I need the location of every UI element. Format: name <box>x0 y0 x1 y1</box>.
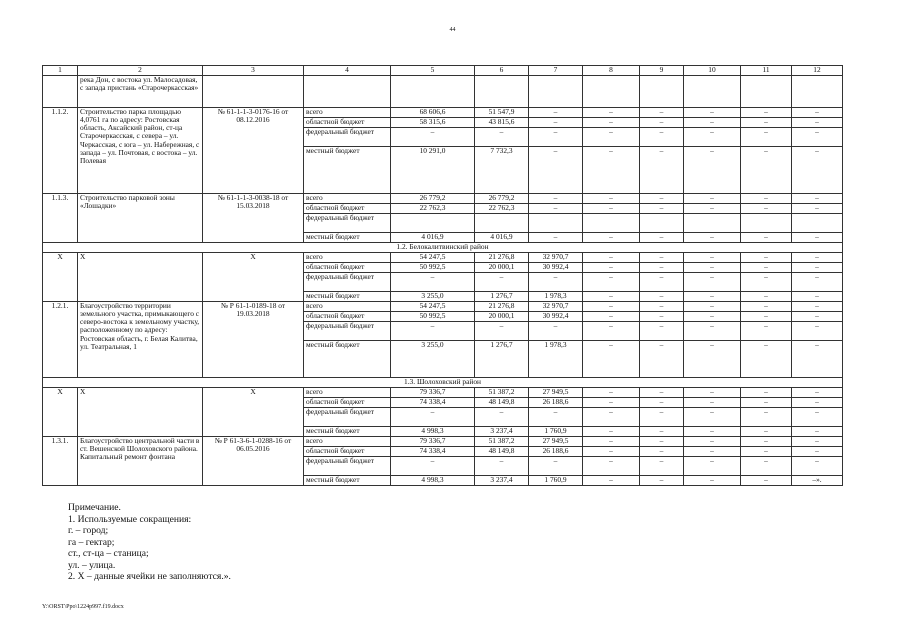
budget-label: местный бюджет <box>304 233 391 243</box>
budget-value: – <box>741 147 792 194</box>
budget-value: – <box>529 273 583 292</box>
budget-value: – <box>475 322 529 341</box>
budget-value: – <box>684 263 741 273</box>
budget-value: 22 762,3 <box>391 204 475 214</box>
empty-cell <box>741 76 792 108</box>
object-name: Х <box>78 253 203 302</box>
budget-value: – <box>475 128 529 147</box>
column-number: 6 <box>475 66 529 76</box>
budget-value: – <box>640 263 684 273</box>
budget-value: – <box>684 447 741 457</box>
budget-value: – <box>741 292 792 302</box>
budget-value: – <box>640 408 684 427</box>
budget-value: – <box>583 253 640 263</box>
budget-value: – <box>792 427 843 437</box>
column-number: 11 <box>741 66 792 76</box>
budget-value: – <box>684 341 741 378</box>
note-line: г. – город; <box>68 525 109 536</box>
column-number: 2 <box>78 66 203 76</box>
budget-value: – <box>792 108 843 118</box>
budget-value: – <box>684 398 741 408</box>
budget-value: – <box>640 322 684 341</box>
budget-value: – <box>792 118 843 128</box>
budget-value <box>475 214 529 233</box>
budget-value <box>529 214 583 233</box>
budget-value: 48 149,8 <box>475 447 529 457</box>
budget-value: 27 949,5 <box>529 437 583 447</box>
budget-value: – <box>583 194 640 204</box>
budget-label: областной бюджет <box>304 398 391 408</box>
object-name: Благоустройство центральной части в ст. Вешенской Шолоховского района. Капитальный ремонт фонтана <box>78 437 203 486</box>
budget-value: – <box>741 476 792 486</box>
item-id: 1.1.2. <box>43 108 78 194</box>
budget-value: – <box>583 427 640 437</box>
budget-value: 3 237,4 <box>475 427 529 437</box>
budget-value: – <box>583 302 640 312</box>
budget-value: – <box>640 253 684 263</box>
budget-value: – <box>741 408 792 427</box>
budget-value: 3 255,0 <box>391 292 475 302</box>
budget-value: – <box>583 118 640 128</box>
budget-value: 20 000,1 <box>475 312 529 322</box>
budget-value: – <box>529 322 583 341</box>
budget-label: федеральный бюджет <box>304 273 391 292</box>
budget-label: областной бюджет <box>304 312 391 322</box>
budget-value: – <box>640 427 684 437</box>
budget-value: 4 016,9 <box>391 233 475 243</box>
budget-value: 79 336,7 <box>391 437 475 447</box>
budget-value: 32 970,7 <box>529 253 583 263</box>
budget-value: 74 338,4 <box>391 398 475 408</box>
budget-value: – <box>684 204 741 214</box>
budget-label: местный бюджет <box>304 341 391 378</box>
object-name: Строительство парковой зоны «Лошадки» <box>78 194 203 243</box>
budget-value: – <box>741 204 792 214</box>
budget-value: – <box>583 437 640 447</box>
budget-label: федеральный бюджет <box>304 214 391 233</box>
budget-value: 74 338,4 <box>391 447 475 457</box>
budget-value: 26 188,6 <box>529 398 583 408</box>
budget-value: – <box>792 312 843 322</box>
budget-value: – <box>741 437 792 447</box>
budget-label: федеральный бюджет <box>304 408 391 427</box>
empty-cell <box>391 76 475 108</box>
budget-value: 51 387,2 <box>475 437 529 447</box>
budget-value: – <box>741 312 792 322</box>
budget-value: – <box>792 147 843 194</box>
budget-value: – <box>583 204 640 214</box>
budget-value: – <box>792 457 843 476</box>
budget-value: – <box>792 322 843 341</box>
notes <box>68 502 231 583</box>
budget-value: – <box>640 273 684 292</box>
budget-value: – <box>529 147 583 194</box>
column-number: 9 <box>640 66 684 76</box>
budget-value: – <box>640 388 684 398</box>
budget-value: – <box>529 204 583 214</box>
budget-value: – <box>640 108 684 118</box>
budget-value: – <box>741 302 792 312</box>
budget-value: – <box>684 322 741 341</box>
budget-value: – <box>741 457 792 476</box>
empty-cell <box>529 76 583 108</box>
table-row <box>43 437 843 447</box>
item-id: Х <box>43 388 78 437</box>
budget-value: 21 276,8 <box>475 302 529 312</box>
budget-value: 30 992,4 <box>529 263 583 273</box>
budget-value: – <box>583 398 640 408</box>
budget-value: – <box>792 204 843 214</box>
note-line: 2. Х – данные ячейки не заполняются.». <box>68 571 231 582</box>
budget-value: 4 998,3 <box>391 476 475 486</box>
budget-value: 22 762,3 <box>475 204 529 214</box>
budget-value: – <box>640 292 684 302</box>
budget-value: – <box>792 398 843 408</box>
budget-value: – <box>640 312 684 322</box>
column-number: 10 <box>684 66 741 76</box>
item-id: 1.1.3. <box>43 194 78 243</box>
budget-value: – <box>475 408 529 427</box>
budget-value: – <box>391 322 475 341</box>
budget-value: – <box>684 118 741 128</box>
item-id: Х <box>43 253 78 302</box>
budget-value: 3 255,0 <box>391 341 475 378</box>
budget-value: – <box>684 302 741 312</box>
budget-value: – <box>583 263 640 273</box>
budget-value: – <box>792 194 843 204</box>
budget-value: – <box>792 341 843 378</box>
column-number: 3 <box>203 66 304 76</box>
budget-value <box>684 214 741 233</box>
document-number: № 61-1-1-3-0038-18 от 15.03.2018 <box>203 194 304 243</box>
budget-label: областной бюджет <box>304 118 391 128</box>
table-row <box>43 302 843 312</box>
budget-value: 51 387,2 <box>475 388 529 398</box>
budget-value: – <box>640 341 684 378</box>
budget-label: федеральный бюджет <box>304 457 391 476</box>
budget-label: местный бюджет <box>304 292 391 302</box>
budget-value: 51 547,9 <box>475 108 529 118</box>
budget-value: – <box>741 128 792 147</box>
budget-value: 79 336,7 <box>391 388 475 398</box>
budget-value: – <box>684 476 741 486</box>
budget-value <box>792 214 843 233</box>
item-id: 1.2.1. <box>43 302 78 378</box>
budget-value: – <box>640 204 684 214</box>
budget-value: – <box>640 437 684 447</box>
continuation-row <box>43 76 843 108</box>
budget-value: 30 992,4 <box>529 312 583 322</box>
budget-value: 50 992,5 <box>391 312 475 322</box>
item-id: 1.3.1. <box>43 437 78 486</box>
budget-value: 48 149,8 <box>475 398 529 408</box>
budget-value: – <box>640 476 684 486</box>
empty-cell <box>43 76 78 108</box>
budget-value <box>583 214 640 233</box>
budget-value: 50 992,5 <box>391 263 475 273</box>
budget-value: – <box>741 388 792 398</box>
page-number: 44 <box>449 27 456 33</box>
budget-label: федеральный бюджет <box>304 128 391 147</box>
budget-value: – <box>792 292 843 302</box>
budget-value: – <box>475 273 529 292</box>
budget-value: 4 998,3 <box>391 427 475 437</box>
budget-value: – <box>391 128 475 147</box>
budget-value: – <box>583 128 640 147</box>
empty-cell <box>583 76 640 108</box>
budget-value: – <box>583 108 640 118</box>
budget-value: 68 606,6 <box>391 108 475 118</box>
budget-value: – <box>684 233 741 243</box>
budget-label: федеральный бюджет <box>304 322 391 341</box>
budget-value: – <box>640 128 684 147</box>
budget-value: – <box>684 427 741 437</box>
budget-value: – <box>741 194 792 204</box>
empty-cell <box>640 76 684 108</box>
budget-value: 54 247,5 <box>391 302 475 312</box>
budget-value: – <box>640 233 684 243</box>
budget-label: всего <box>304 302 391 312</box>
column-numbers-row <box>43 66 843 76</box>
budget-label: областной бюджет <box>304 447 391 457</box>
budget-label: областной бюджет <box>304 263 391 273</box>
budget-value: 1 760,9 <box>529 476 583 486</box>
budget-value: – <box>684 273 741 292</box>
budget-value: – <box>741 263 792 273</box>
section-title: 1.3. Шолоховский район <box>43 378 843 388</box>
budget-value <box>391 214 475 233</box>
empty-cell <box>792 76 843 108</box>
budget-value: – <box>640 147 684 194</box>
column-number: 5 <box>391 66 475 76</box>
budget-value: – <box>640 457 684 476</box>
document-number: № 61-1-1-3-0176-16 от 08.12.2016 <box>203 108 304 194</box>
budget-value: – <box>583 447 640 457</box>
section-row <box>43 378 843 388</box>
column-number: 4 <box>304 66 391 76</box>
note-line: га – гектар; <box>68 536 115 548</box>
object-name: река Дон, с востока ул. Малосадовая, с запада пристань «Старочеркасская» <box>78 76 203 108</box>
column-number: 1 <box>43 66 78 76</box>
table-row <box>43 253 843 263</box>
budget-value: – <box>640 398 684 408</box>
empty-cell <box>475 76 529 108</box>
budget-value: 27 949,5 <box>529 388 583 398</box>
budget-value: – <box>684 312 741 322</box>
budget-value: – <box>792 302 843 312</box>
budget-value: – <box>529 108 583 118</box>
budget-label: всего <box>304 253 391 263</box>
budget-value: – <box>640 118 684 128</box>
column-number: 7 <box>529 66 583 76</box>
budget-value: – <box>583 273 640 292</box>
budget-value: 32 970,7 <box>529 302 583 312</box>
budget-value: 1 760,9 <box>529 427 583 437</box>
budget-value: – <box>529 118 583 128</box>
budget-value: – <box>741 118 792 128</box>
budget-value: – <box>684 457 741 476</box>
section-row <box>43 243 843 253</box>
budget-value: – <box>792 437 843 447</box>
budget-value: – <box>741 447 792 457</box>
budget-value: 10 291,0 <box>391 147 475 194</box>
budget-value: 54 247,5 <box>391 253 475 263</box>
budget-value: – <box>792 273 843 292</box>
empty-cell <box>304 76 391 108</box>
budget-value <box>741 214 792 233</box>
budget-value: – <box>529 194 583 204</box>
budget-value: – <box>583 292 640 302</box>
file-path-footer: Y:\ORST\Ppo\1224p997.f19.docx <box>42 604 124 610</box>
section-title: 1.2. Белокалитвинский район <box>43 243 843 253</box>
budget-label: областной бюджет <box>304 204 391 214</box>
budget-value: – <box>583 476 640 486</box>
budget-value: 1 978,3 <box>529 292 583 302</box>
budget-value: – <box>684 292 741 302</box>
budget-value: – <box>684 147 741 194</box>
budget-value: – <box>684 128 741 147</box>
budget-value: – <box>583 233 640 243</box>
budget-value: – <box>640 447 684 457</box>
budget-value: 26 779,2 <box>391 194 475 204</box>
budget-table <box>42 65 843 486</box>
budget-value: – <box>741 108 792 118</box>
object-name: Строительство парка площадью 4,0761 га по адресу: Ростовская область, Аксайский район, ст-ца Старочеркасская, с севера – ул. Черкасская, с юга – ул. Набережная, с запада – ул. Почтовая, с востока – ул. Полевая <box>78 108 203 194</box>
budget-value: – <box>529 233 583 243</box>
budget-value: – <box>583 341 640 378</box>
budget-value: – <box>640 194 684 204</box>
budget-value: – <box>475 457 529 476</box>
budget-value: – <box>792 263 843 273</box>
budget-value: – <box>684 437 741 447</box>
budget-value: – <box>741 233 792 243</box>
budget-label: всего <box>304 388 391 398</box>
budget-value: – <box>792 253 843 263</box>
budget-value: – <box>792 128 843 147</box>
budget-label: всего <box>304 108 391 118</box>
empty-cell <box>203 76 304 108</box>
budget-label: местный бюджет <box>304 476 391 486</box>
budget-value: 21 276,8 <box>475 253 529 263</box>
budget-value: – <box>741 398 792 408</box>
object-name: Благоустройство территории земельного участка, примыкающего с северо-востока к земельному участку, расположенному по адресу: Ростовская область, г. Белая Калитва, ул. Театральная, 1 <box>78 302 203 378</box>
document-number: № Р 61-1-0189-18 от 19.03.2018 <box>203 302 304 378</box>
budget-value: – <box>684 194 741 204</box>
table-row <box>43 108 843 118</box>
budget-value: – <box>583 147 640 194</box>
budget-value: – <box>529 457 583 476</box>
budget-value: – <box>583 408 640 427</box>
table-row <box>43 388 843 398</box>
note-line: ул. – улица. <box>68 559 116 571</box>
budget-label: всего <box>304 194 391 204</box>
budget-value: – <box>741 253 792 263</box>
budget-value: 1 978,3 <box>529 341 583 378</box>
column-number: 8 <box>583 66 640 76</box>
budget-value: 1 276,7 <box>475 341 529 378</box>
budget-value: – <box>640 302 684 312</box>
budget-label: всего <box>304 437 391 447</box>
budget-value: – <box>792 408 843 427</box>
budget-value: – <box>391 457 475 476</box>
budget-value: – <box>583 312 640 322</box>
budget-value: – <box>684 253 741 263</box>
budget-value: – <box>741 341 792 378</box>
empty-cell <box>684 76 741 108</box>
budget-value <box>640 214 684 233</box>
budget-value: – <box>583 388 640 398</box>
budget-label: местный бюджет <box>304 427 391 437</box>
note-line: ст., ст-ца – станица; <box>68 548 149 559</box>
document-number: Х <box>203 388 304 437</box>
budget-value: – <box>741 427 792 437</box>
document-number: № Р 61-3-6-1-0288-16 от 06.05.2016 <box>203 437 304 486</box>
budget-value: 3 237,4 <box>475 476 529 486</box>
budget-value: – <box>792 447 843 457</box>
budget-value: – <box>684 408 741 427</box>
budget-value: 20 000,1 <box>475 263 529 273</box>
note-line: Примечание. <box>68 502 121 513</box>
table-row <box>43 194 843 204</box>
budget-value: –». <box>792 476 843 486</box>
note-line: 1. Используемые сокращения: <box>68 513 192 525</box>
budget-value: 4 016,9 <box>475 233 529 243</box>
budget-value: – <box>741 273 792 292</box>
object-name: Х <box>78 388 203 437</box>
column-number: 12 <box>792 66 843 76</box>
budget-value: – <box>583 322 640 341</box>
budget-value: – <box>792 233 843 243</box>
budget-value: – <box>529 408 583 427</box>
budget-value: – <box>529 128 583 147</box>
budget-value: 1 276,7 <box>475 292 529 302</box>
budget-value: – <box>684 108 741 118</box>
budget-value: – <box>792 388 843 398</box>
budget-value: 26 188,6 <box>529 447 583 457</box>
budget-value: 43 815,6 <box>475 118 529 128</box>
budget-value: – <box>684 388 741 398</box>
budget-value: – <box>741 322 792 341</box>
budget-label: местный бюджет <box>304 147 391 194</box>
document-number: Х <box>203 253 304 302</box>
budget-value: 26 779,2 <box>475 194 529 204</box>
budget-value: – <box>391 273 475 292</box>
budget-value: – <box>583 457 640 476</box>
budget-value: 7 732,3 <box>475 147 529 194</box>
budget-value: 58 315,6 <box>391 118 475 128</box>
budget-value: – <box>391 408 475 427</box>
